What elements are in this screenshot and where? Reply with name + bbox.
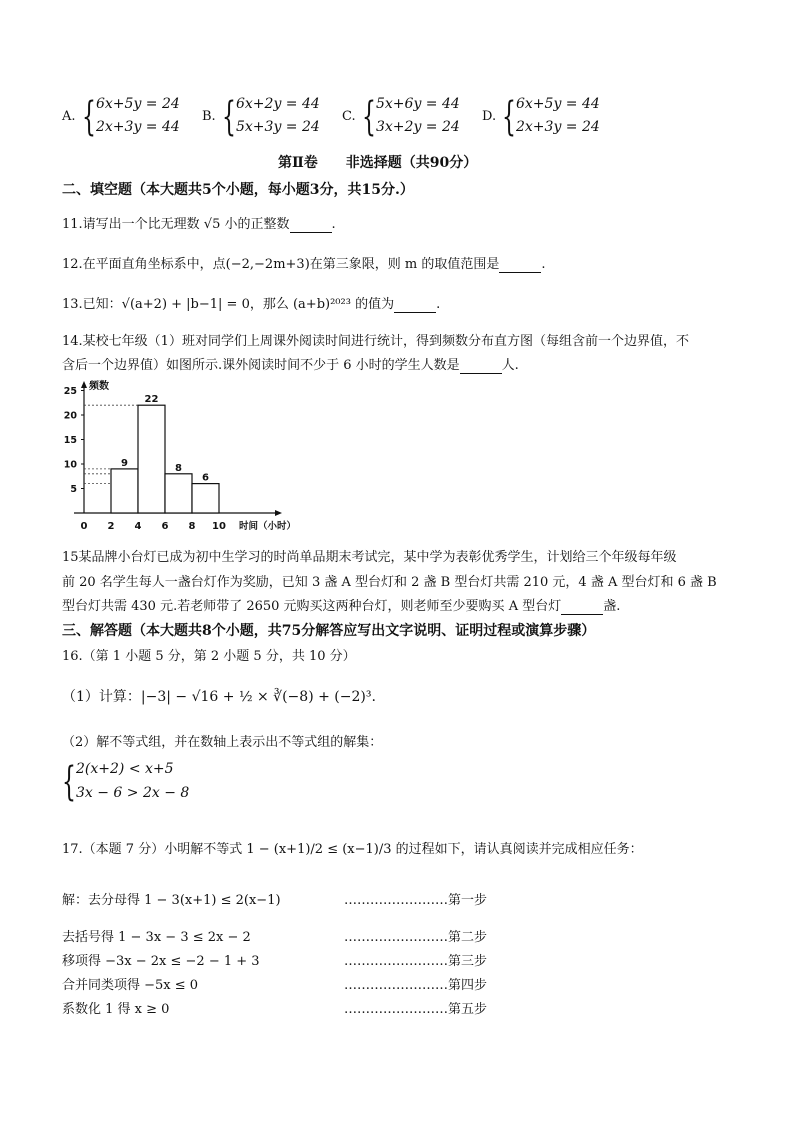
- y-tick-label: 20: [63, 410, 77, 422]
- x-tick-label: 6: [161, 521, 169, 532]
- step-label: 第五步: [448, 1002, 488, 1017]
- histogram-bar: [138, 405, 165, 513]
- step-label: 第一步: [448, 893, 488, 908]
- x-tick-label: 10: [212, 521, 226, 532]
- step-text: 去括号得 1 − 3x − 3 ≤ 2x − 2: [62, 930, 251, 945]
- x-tick-label: 8: [188, 521, 196, 532]
- question-15-end: 盏.: [603, 599, 621, 614]
- step-dots: ……………………: [344, 1002, 448, 1017]
- x-tick-label: 4: [134, 521, 142, 532]
- question-17-head: 17.（本题 7 分）小明解不等式 1 − (x+1)/2 ≤ (x−1)/3 的过程如下，请认真阅读并完成相应任务：: [62, 842, 643, 857]
- question-16-head: 16.（第 1 小题 5 分，第 2 小题 5 分，共 10 分）: [62, 649, 356, 664]
- step-label: 第三步: [448, 954, 488, 969]
- solution-step-5: [62, 998, 487, 1017]
- step-text: 移项得 −3x − 2x ≤ −2 − 1 + 3: [62, 954, 260, 969]
- x-axis-arrow-icon: [275, 510, 282, 516]
- option-d-label: D.: [482, 109, 497, 124]
- histogram-chart: [56, 378, 306, 534]
- solution-step-1: [62, 889, 487, 908]
- answer-blank[interactable]: [561, 599, 603, 615]
- option-c-eq2: 3x+2y = 24: [376, 119, 460, 135]
- question-13: [62, 293, 440, 313]
- option-a: [62, 94, 202, 142]
- y-axis-arrow-icon: [81, 381, 87, 388]
- option-b: [202, 94, 342, 142]
- answer-blank[interactable]: [290, 217, 332, 233]
- option-b-eq2: 5x+3y = 24: [236, 119, 320, 135]
- question-15-text: 型台灯共需 430 元.若老师带了 2650 元购买这两种台灯，则老师至少要购买 A 型台灯: [62, 599, 562, 614]
- option-c: [342, 94, 482, 142]
- step-dots: ……………………: [344, 978, 448, 993]
- question-14-line1: 14.某校七年级（1）班对同学们上周课外阅读时间进行统计，得到频数分布直方图（每组含前一个边界值，不: [62, 334, 689, 349]
- bar-value-label: 22: [144, 394, 159, 406]
- option-b-eq1: 6x+2y = 44: [236, 96, 320, 112]
- question-14-line2: [62, 354, 519, 374]
- option-d-eq1: 6x+5y = 44: [516, 96, 600, 112]
- answer-blank[interactable]: [394, 297, 436, 313]
- y-axis-label: 频数: [89, 381, 109, 392]
- bar-value-label: 8: [175, 462, 182, 474]
- option-a-eq2: 2x+3y = 44: [96, 119, 180, 135]
- question-13-end: .: [436, 297, 441, 312]
- section2-title: 二、填空题（本大题共5个小题，每小题3分，共15分.）: [62, 182, 414, 198]
- question-14-text: 含后一个边界值）如图所示.课外阅读时间不少于 6 小时的学生人数是: [62, 358, 460, 373]
- histogram-bar: [192, 484, 219, 513]
- brace-icon: {: [362, 94, 376, 140]
- step-text: 解：去分母得 1 − 3(x+1) ≤ 2(x−1): [62, 893, 281, 908]
- question-14-end: 人.: [501, 358, 519, 373]
- y-tick-label: 15: [63, 435, 77, 446]
- step-dots: ……………………: [344, 893, 448, 908]
- question-11: [62, 213, 336, 233]
- step-text: 合并同类项得 −5x ≤ 0: [62, 978, 199, 993]
- step-label: 第二步: [448, 930, 488, 945]
- question-12: [62, 253, 546, 273]
- x-tick-label: 2: [107, 521, 115, 532]
- option-d: [482, 94, 622, 142]
- solution-step-3: [62, 950, 487, 969]
- question-12-end: .: [541, 257, 546, 272]
- step-text: 系数化 1 得 x ≥ 0: [62, 1002, 170, 1017]
- question-11-end: .: [331, 217, 336, 232]
- brace-icon: {: [502, 94, 516, 140]
- option-d-eq2: 2x+3y = 24: [516, 119, 600, 135]
- bar-value-label: 6: [202, 472, 209, 484]
- histogram-bar: [111, 469, 138, 513]
- brace-icon: {: [82, 94, 96, 140]
- step-label: 第四步: [448, 978, 488, 993]
- question-11-text: 11.请写出一个比无理数 √5 小的正整数: [62, 217, 290, 232]
- brace-icon: {: [62, 759, 76, 805]
- solution-step-4: [62, 974, 487, 993]
- question-16-part1: （1）计算：|−3| − √16 + ½ × ∛(−8) + (−2)³.: [62, 689, 376, 705]
- y-tick-label: 10: [63, 459, 77, 471]
- section3-title: 三、解答题（本大题共8个小题，共75分解答应写出文字说明、证明过程或演算步骤）: [62, 623, 596, 639]
- y-tick-label: 25: [63, 386, 77, 397]
- answer-blank[interactable]: [460, 358, 502, 374]
- x-tick-label: 0: [80, 521, 88, 532]
- option-c-label: C.: [342, 109, 356, 124]
- step-dots: ……………………: [344, 930, 448, 945]
- option-c-eq1: 5x+6y = 44: [376, 96, 460, 112]
- inequality-1: 2(x+2) < x+5: [76, 761, 174, 777]
- option-a-label: A.: [62, 109, 76, 124]
- answer-blank[interactable]: [499, 257, 541, 273]
- inequality-2: 3x − 6 > 2x − 8: [76, 785, 190, 801]
- x-axis-label: 时间（小时）: [239, 521, 297, 532]
- question-15-line1: 15某品牌小台灯已成为初中生学习的时尚单品期末考试完，某中学为表彰优秀学生，计划给三个年级每年级: [62, 550, 677, 565]
- question-15-line2: 前 20 名学生每人一盏台灯作为奖励，已知 3 盏 A 型台灯和 2 盏 B 型台灯共需 210 元，4 盏 A 型台灯和 6 盏 B: [62, 575, 717, 590]
- y-tick-label: 5: [70, 484, 77, 495]
- bar-value-label: 9: [121, 457, 128, 469]
- option-a-eq1: 6x+5y = 24: [96, 96, 180, 112]
- question-16-part2: （2）解不等式组，并在数轴上表示出不等式组的解集：: [62, 735, 383, 750]
- step-dots: ……………………: [344, 954, 448, 969]
- part2-title: 第Ⅱ卷 非选择题（共90分）: [278, 155, 478, 171]
- question-12-text: 12.在平面直角坐标系中，点(−2,−2m+3)在第三象限，则 m 的取值范围是: [62, 257, 500, 272]
- question-13-text: 13.已知：√(a+2) + |b−1| = 0，那么 (a+b)²⁰²³ 的值为: [62, 297, 395, 312]
- question-15-line3: [62, 595, 620, 615]
- inequality-system: [62, 761, 262, 807]
- brace-icon: {: [222, 94, 236, 140]
- option-b-label: B.: [202, 109, 216, 124]
- solution-step-2: [62, 926, 487, 945]
- histogram-bar: [165, 474, 192, 513]
